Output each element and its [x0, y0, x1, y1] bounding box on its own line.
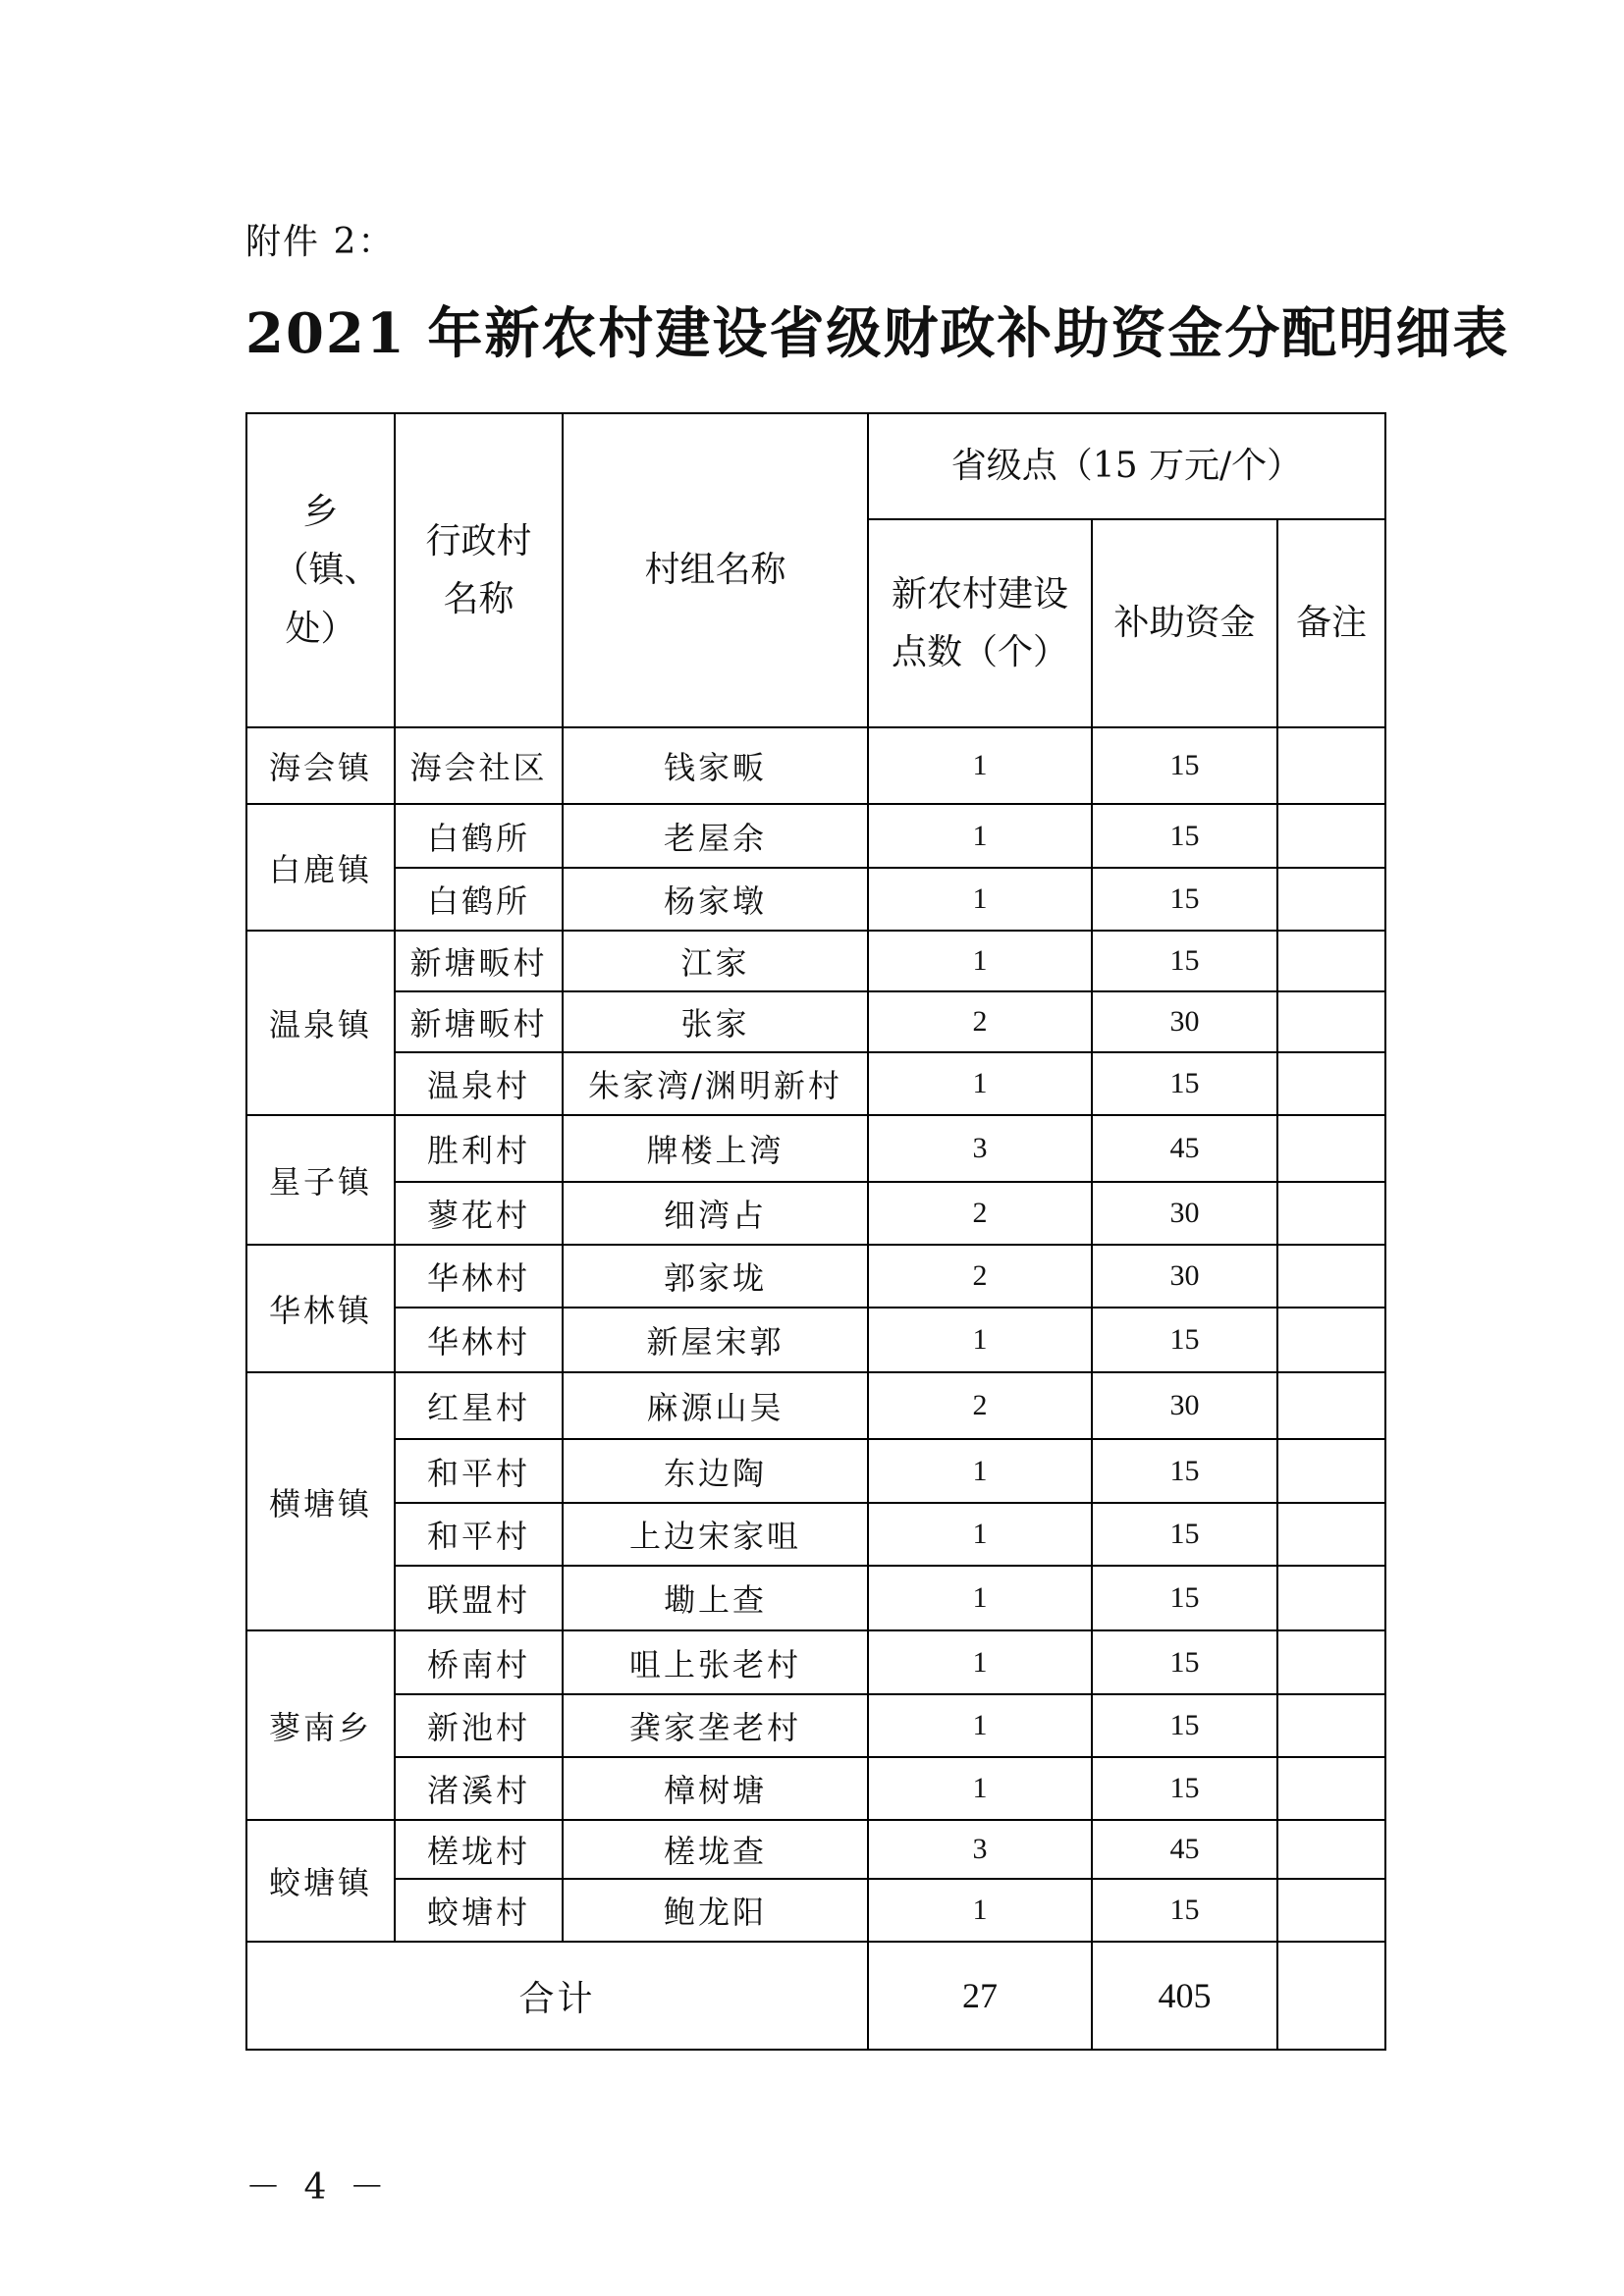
group-cell: 细湾占	[563, 1182, 868, 1245]
funds-cell: 30	[1092, 991, 1277, 1052]
group-cell: 东边陶	[563, 1439, 868, 1503]
remarks-cell	[1277, 1308, 1385, 1372]
village-cell: 温泉村	[395, 1052, 563, 1115]
funds-cell: 15	[1092, 1439, 1277, 1503]
funds-cell: 15	[1092, 931, 1277, 991]
funds-cell: 15	[1092, 727, 1277, 804]
group-cell: 朱家湾/渊明新村	[563, 1052, 868, 1115]
table-row	[246, 1820, 1385, 1879]
remarks-cell	[1277, 931, 1385, 991]
header-remarks: 备注	[1277, 519, 1385, 727]
group-cell: 郭家垅	[563, 1245, 868, 1308]
group-cell: 钱家畈	[563, 727, 868, 804]
points-cell: 1	[868, 1694, 1092, 1757]
points-cell: 3	[868, 1115, 1092, 1182]
funds-cell: 30	[1092, 1182, 1277, 1245]
group-cell: 龚家垄老村	[563, 1694, 868, 1757]
funds-cell: 45	[1092, 1115, 1277, 1182]
table-row	[246, 931, 1385, 991]
village-cell: 华林村	[395, 1308, 563, 1372]
header-points: 新农村建设点数（个）	[868, 519, 1092, 727]
funds-cell: 30	[1092, 1372, 1277, 1439]
points-cell: 2	[868, 1372, 1092, 1439]
remarks-cell	[1277, 727, 1385, 804]
remarks-cell	[1277, 1820, 1385, 1879]
total-remarks	[1277, 1942, 1385, 2050]
town-cell: 白鹿镇	[246, 804, 395, 931]
funds-cell: 15	[1092, 1503, 1277, 1566]
remarks-cell	[1277, 1439, 1385, 1503]
village-cell: 白鹤所	[395, 868, 563, 931]
page-number: － 4 －	[245, 2167, 391, 2208]
funds-cell: 15	[1092, 1308, 1277, 1372]
village-cell: 槎垅村	[395, 1820, 563, 1879]
group-cell: 槎垅查	[563, 1820, 868, 1879]
document-title: 2021 年新农村建设省级财政补助资金分配明细表	[245, 301, 1510, 366]
funds-cell: 15	[1092, 1566, 1277, 1630]
remarks-cell	[1277, 1052, 1385, 1115]
group-cell: 牌楼上湾	[563, 1115, 868, 1182]
village-cell: 海会社区	[395, 727, 563, 804]
table-row	[246, 868, 1385, 931]
total-row	[246, 1942, 1385, 2050]
village-cell: 蓼花村	[395, 1182, 563, 1245]
village-cell: 华林村	[395, 1245, 563, 1308]
points-cell: 1	[868, 1566, 1092, 1630]
points-cell: 1	[868, 1879, 1092, 1942]
points-cell: 3	[868, 1820, 1092, 1879]
remarks-cell	[1277, 1372, 1385, 1439]
table-row	[246, 1052, 1385, 1115]
group-cell: 麻源山吴	[563, 1372, 868, 1439]
table-row	[246, 1879, 1385, 1942]
group-cell: 上边宋家咀	[563, 1503, 868, 1566]
header-funds: 补助资金	[1092, 519, 1277, 727]
attachment-label: 附件 2：	[245, 222, 396, 262]
points-cell: 1	[868, 931, 1092, 991]
table-row	[246, 727, 1385, 804]
header-group: 村组名称	[563, 413, 868, 727]
points-cell: 2	[868, 991, 1092, 1052]
table-row	[246, 1694, 1385, 1757]
table-row	[246, 1757, 1385, 1820]
table-row	[246, 1372, 1385, 1439]
points-cell: 1	[868, 1757, 1092, 1820]
funds-cell: 15	[1092, 1052, 1277, 1115]
points-cell: 1	[868, 727, 1092, 804]
town-cell: 华林镇	[246, 1245, 395, 1372]
points-cell: 1	[868, 1630, 1092, 1694]
total-funds: 405	[1092, 1942, 1277, 2050]
funds-cell: 15	[1092, 868, 1277, 931]
table-row	[246, 1503, 1385, 1566]
remarks-cell	[1277, 1630, 1385, 1694]
village-cell: 渚溪村	[395, 1757, 563, 1820]
points-cell: 1	[868, 1308, 1092, 1372]
funds-cell: 15	[1092, 1630, 1277, 1694]
points-cell: 2	[868, 1245, 1092, 1308]
points-cell: 1	[868, 1052, 1092, 1115]
table-row	[246, 1439, 1385, 1503]
village-cell: 新塘畈村	[395, 991, 563, 1052]
table-row	[246, 1308, 1385, 1372]
funds-cell: 15	[1092, 1879, 1277, 1942]
funds-cell: 15	[1092, 1694, 1277, 1757]
group-cell: 鲍龙阳	[563, 1879, 868, 1942]
table-row	[246, 1182, 1385, 1245]
total-points: 27	[868, 1942, 1092, 2050]
group-cell: 墈上查	[563, 1566, 868, 1630]
group-cell: 江家	[563, 931, 868, 991]
table-body	[246, 727, 1385, 2050]
funds-cell: 45	[1092, 1820, 1277, 1879]
remarks-cell	[1277, 868, 1385, 931]
remarks-cell	[1277, 1879, 1385, 1942]
funds-cell: 30	[1092, 1245, 1277, 1308]
points-cell: 1	[868, 1439, 1092, 1503]
header-village: 行政村名称	[395, 413, 563, 727]
village-cell: 和平村	[395, 1439, 563, 1503]
points-cell: 1	[868, 804, 1092, 868]
village-cell: 桥南村	[395, 1630, 563, 1694]
village-cell: 新池村	[395, 1694, 563, 1757]
points-cell: 1	[868, 1503, 1092, 1566]
village-cell: 联盟村	[395, 1566, 563, 1630]
header-provincial: 省级点（15 万元/个）	[868, 413, 1385, 519]
remarks-cell	[1277, 1694, 1385, 1757]
remarks-cell	[1277, 991, 1385, 1052]
town-cell: 星子镇	[246, 1115, 395, 1245]
town-cell: 海会镇	[246, 727, 395, 804]
table-row	[246, 991, 1385, 1052]
village-cell: 胜利村	[395, 1115, 563, 1182]
remarks-cell	[1277, 1503, 1385, 1566]
allocation-table	[245, 412, 1386, 2051]
header-town: 乡（镇、处）	[246, 413, 395, 727]
town-cell: 横塘镇	[246, 1372, 395, 1630]
total-label: 合计	[246, 1942, 868, 2050]
group-cell: 杨家墩	[563, 868, 868, 931]
remarks-cell	[1277, 1757, 1385, 1820]
table-row	[246, 1245, 1385, 1308]
table-row	[246, 1566, 1385, 1630]
village-cell: 和平村	[395, 1503, 563, 1566]
village-cell: 白鹤所	[395, 804, 563, 868]
group-cell: 老屋余	[563, 804, 868, 868]
funds-cell: 15	[1092, 1757, 1277, 1820]
points-cell: 2	[868, 1182, 1092, 1245]
group-cell: 张家	[563, 991, 868, 1052]
remarks-cell	[1277, 1566, 1385, 1630]
remarks-cell	[1277, 1182, 1385, 1245]
town-cell: 温泉镇	[246, 931, 395, 1115]
points-cell: 1	[868, 868, 1092, 931]
table-row	[246, 804, 1385, 868]
remarks-cell	[1277, 804, 1385, 868]
funds-cell: 15	[1092, 804, 1277, 868]
table-row	[246, 1115, 1385, 1182]
table-row	[246, 1630, 1385, 1694]
group-cell: 新屋宋郭	[563, 1308, 868, 1372]
village-cell: 红星村	[395, 1372, 563, 1439]
group-cell: 咀上张老村	[563, 1630, 868, 1694]
village-cell: 新塘畈村	[395, 931, 563, 991]
remarks-cell	[1277, 1115, 1385, 1182]
remarks-cell	[1277, 1245, 1385, 1308]
town-cell: 蛟塘镇	[246, 1820, 395, 1942]
village-cell: 蛟塘村	[395, 1879, 563, 1942]
town-cell: 蓼南乡	[246, 1630, 395, 1820]
group-cell: 樟树塘	[563, 1757, 868, 1820]
